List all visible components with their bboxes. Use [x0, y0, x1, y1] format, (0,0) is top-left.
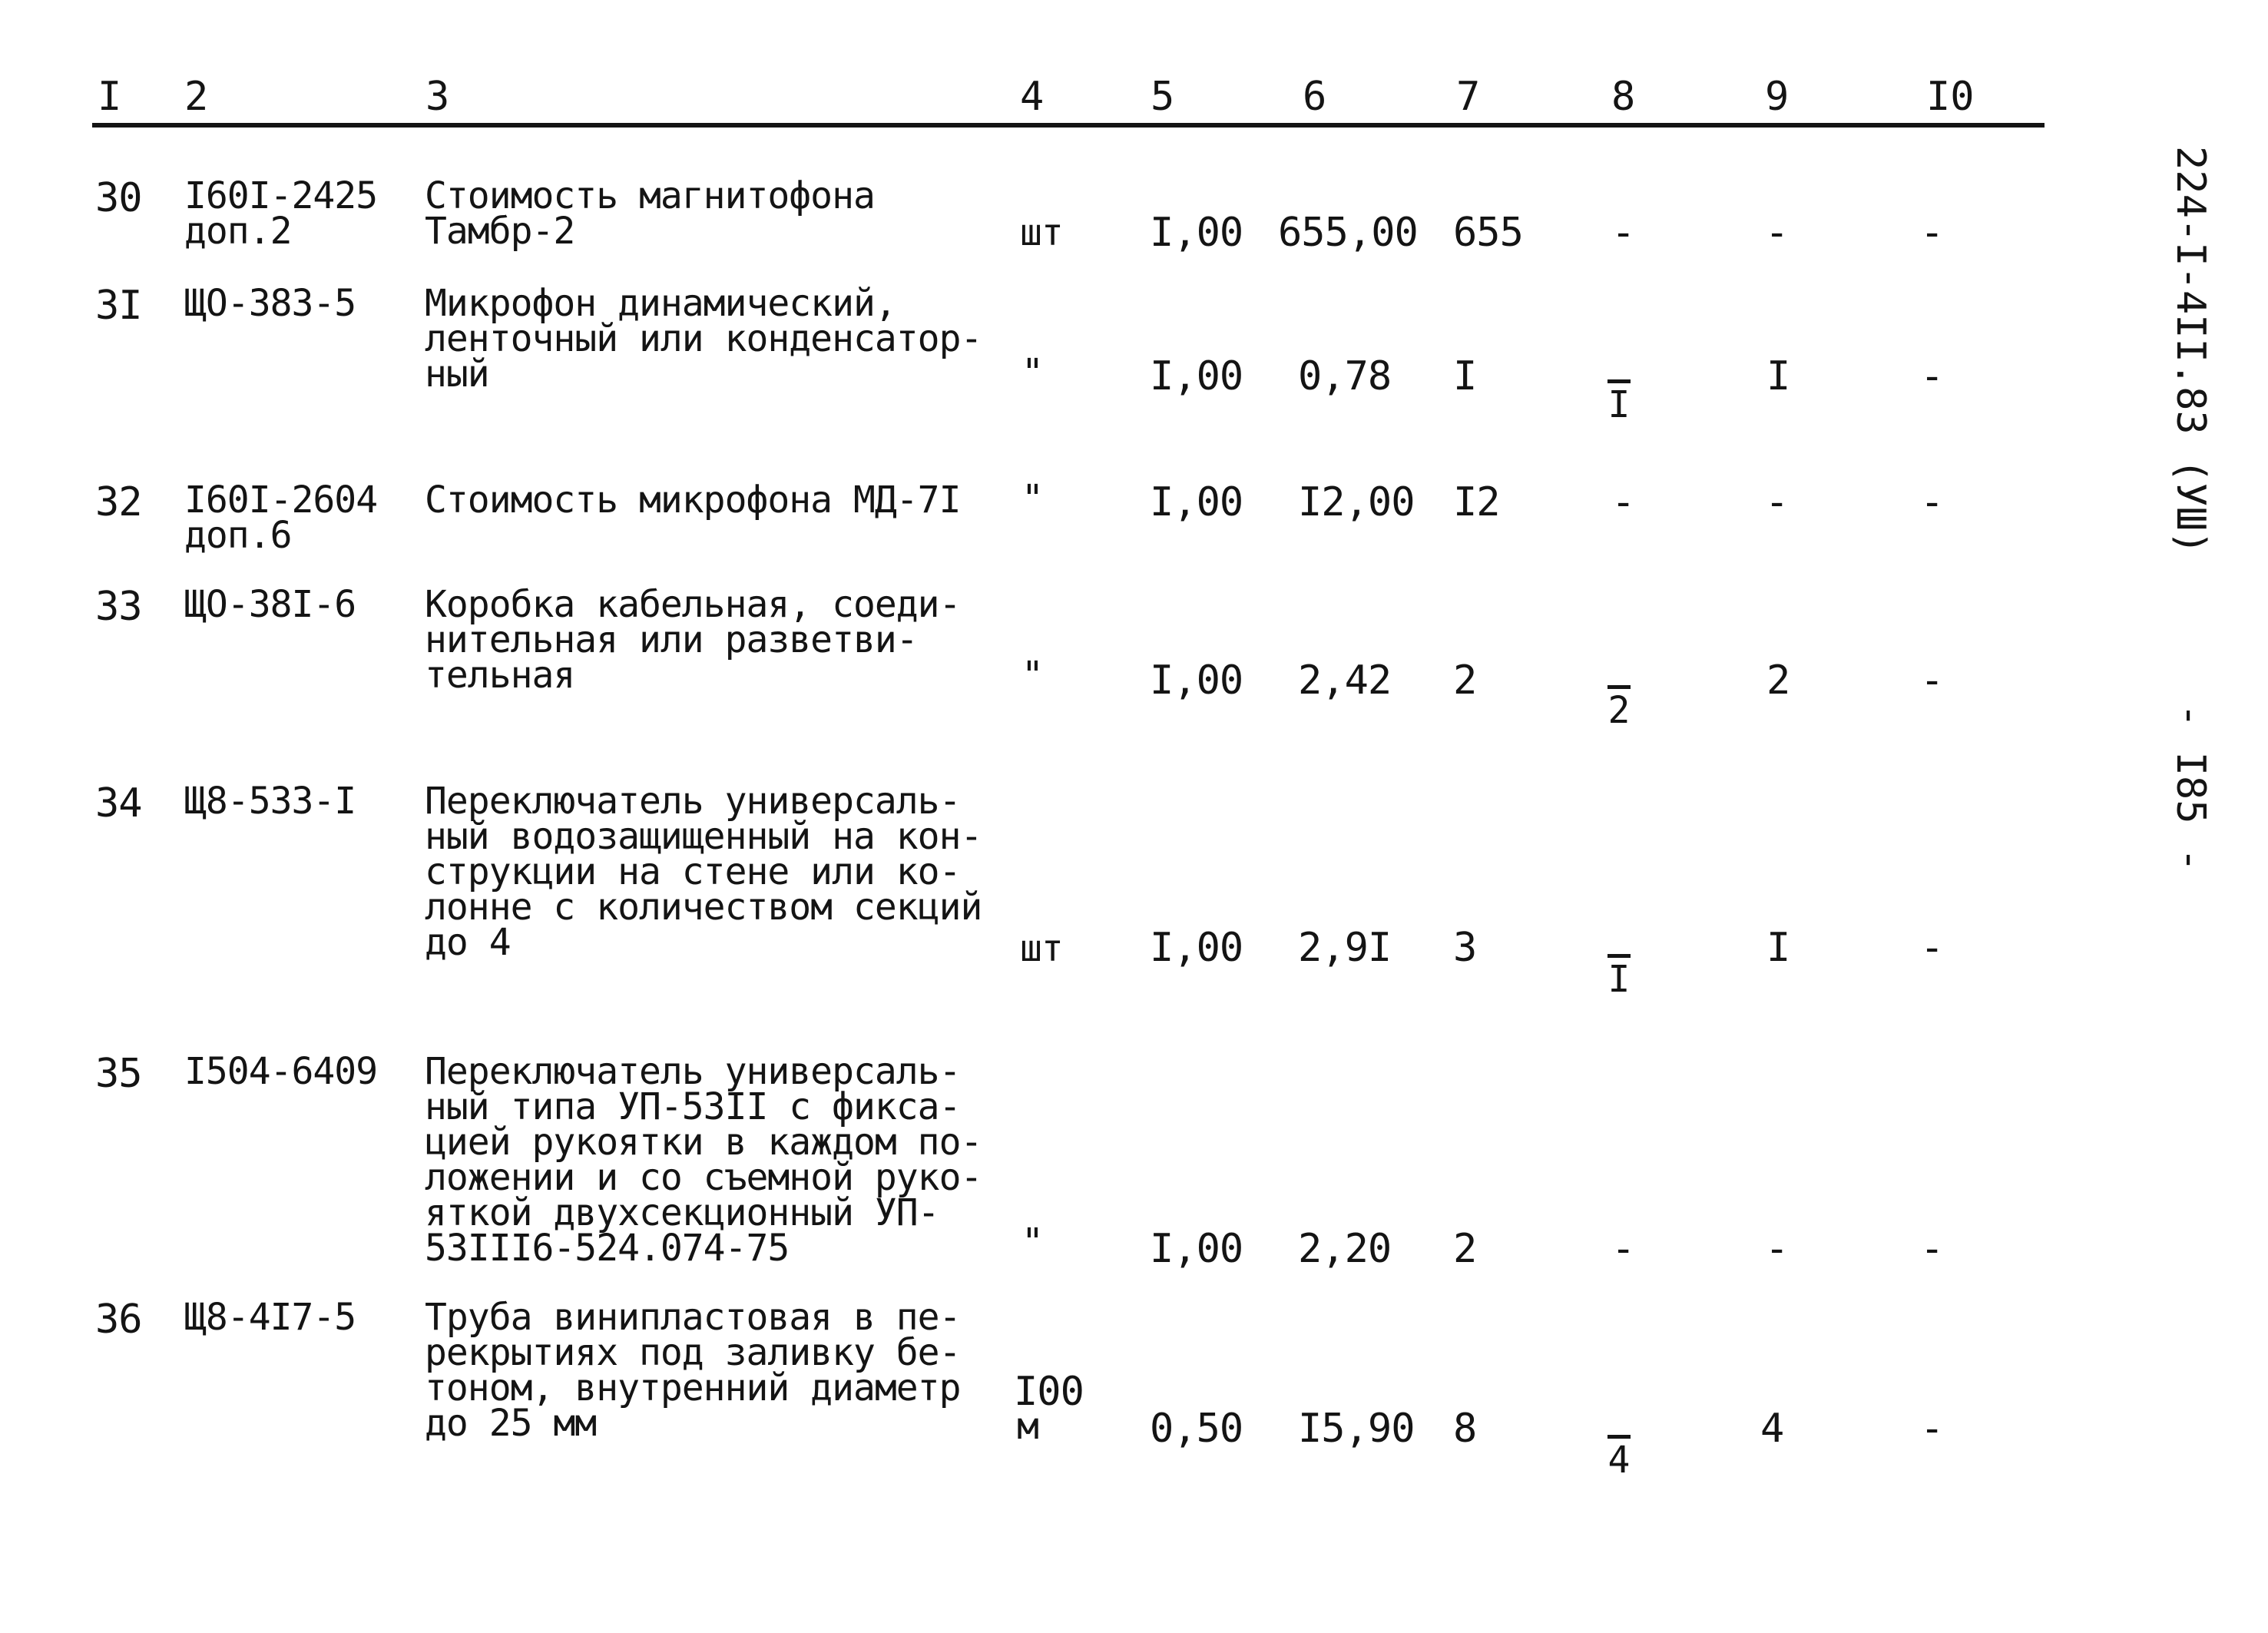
unit-price: 2,20	[1298, 1226, 1392, 1272]
norm-code: I60I-2425	[184, 174, 378, 217]
description-line: Стоимость магнитофона	[425, 174, 875, 217]
total: 2	[1453, 658, 1477, 704]
col-8-value: -	[1611, 1226, 1635, 1272]
col-header-10: I0	[1926, 74, 1975, 120]
description-line: 53III6-524.074-75	[425, 1227, 790, 1270]
norm-code-suffix: доп.6	[184, 514, 292, 557]
description-line: тельная	[425, 654, 575, 697]
unit-price: 655,00	[1278, 210, 1418, 256]
col-10-value: -	[1920, 353, 1944, 399]
col-10-value: -	[1920, 925, 1944, 971]
header-rule	[92, 123, 2045, 128]
col-header-7: 7	[1456, 74, 1481, 120]
quantity: I,00	[1150, 1226, 1243, 1272]
norm-code-suffix: доп.2	[184, 210, 292, 253]
description-line: ный типа УП-53II с фикса-	[425, 1085, 961, 1128]
quantity: I,00	[1150, 479, 1243, 525]
description-line: Стоимость микрофона МД-7I	[425, 479, 961, 522]
norm-code: I504-6409	[184, 1050, 378, 1093]
description-line: ленточный или конденсатор-	[425, 317, 982, 360]
row-number: 33	[95, 584, 142, 630]
total: I	[1453, 353, 1477, 399]
norm-code: ЩО-383-5	[184, 282, 356, 325]
unit-price: 0,78	[1298, 353, 1392, 399]
fraction-top	[1602, 367, 1636, 375]
unit-line-2: м	[1017, 1405, 1038, 1448]
col-header-9: 9	[1765, 74, 1790, 120]
fraction-value	[1602, 1423, 1636, 1482]
unit: "	[1021, 654, 1043, 697]
description-line: Коробка кабельная, соеди-	[425, 583, 961, 626]
col-header-8: 8	[1611, 74, 1636, 120]
description-line: Переключатель универсаль-	[425, 780, 961, 823]
description-line: струкции на стене или ко-	[425, 850, 961, 893]
col-10-value: -	[1920, 658, 1944, 704]
unit: I00	[1014, 1369, 1084, 1415]
fraction-top	[1602, 942, 1636, 949]
col-8-value: -	[1611, 479, 1635, 525]
total: 3	[1453, 925, 1477, 971]
unit: "	[1021, 1221, 1043, 1264]
row-number: 3I	[95, 283, 142, 329]
description-line: Микрофон динамический,	[425, 282, 896, 325]
quantity: I,00	[1150, 925, 1243, 971]
unit-price: 2,42	[1298, 658, 1392, 704]
col-9-value: 2	[1766, 658, 1790, 704]
description-line: нительная или разветви-	[425, 618, 918, 661]
col-10-value: -	[1920, 479, 1944, 525]
fraction-value	[1602, 367, 1636, 426]
fraction-value	[1602, 942, 1636, 1001]
col-9-value: -	[1765, 210, 1789, 256]
norm-code: ЩО-38I-6	[184, 583, 356, 626]
row-number: 36	[95, 1297, 142, 1343]
description-line: Переключатель универсаль-	[425, 1050, 961, 1093]
row-number: 35	[95, 1051, 142, 1097]
unit-price: 2,9I	[1298, 925, 1392, 971]
fraction-bottom: I	[1607, 383, 1631, 426]
description-line: цией рукоятки в каждом по-	[425, 1121, 982, 1164]
description-line: ложении и со съемной руко-	[425, 1156, 982, 1199]
fraction-bottom: 4	[1607, 1439, 1631, 1482]
unit: шт	[1020, 927, 1063, 970]
fraction-top	[1602, 673, 1636, 681]
norm-code: I60I-2604	[184, 479, 378, 522]
description-line: тоном, внутренний диаметр	[425, 1366, 961, 1409]
quantity: I,00	[1150, 353, 1243, 399]
page-number: - I85 -	[2167, 704, 2213, 873]
fraction-bottom: I	[1607, 958, 1631, 1001]
description-line: ный водозащищенный на кон-	[425, 815, 982, 858]
quantity: 0,50	[1150, 1406, 1243, 1452]
description-line: Труба винипластовая в пе-	[425, 1296, 961, 1339]
row-number: 34	[95, 780, 142, 826]
total: I2	[1453, 479, 1500, 525]
description-line: до 25 мм	[425, 1402, 597, 1445]
fraction-top	[1602, 1423, 1636, 1430]
col-header-4: 4	[1020, 74, 1045, 120]
fraction-value	[1602, 673, 1636, 732]
unit-price: I5,90	[1298, 1406, 1415, 1452]
col-10-value: -	[1920, 210, 1944, 256]
description-line: до 4	[425, 921, 511, 964]
norm-code: Щ8-533-I	[184, 780, 356, 823]
description-line: ный	[425, 353, 489, 396]
unit-price: I2,00	[1298, 479, 1415, 525]
col-header-2: 2	[184, 74, 209, 120]
norm-code: Щ8-4I7-5	[184, 1296, 356, 1339]
unit: шт	[1020, 211, 1063, 254]
total: 655	[1453, 210, 1523, 256]
quantity: I,00	[1150, 210, 1243, 256]
description-line: лонне с количеством секций	[425, 886, 982, 929]
col-9-value: -	[1765, 479, 1789, 525]
unit: "	[1021, 351, 1043, 394]
fraction-bottom: 2	[1607, 689, 1631, 732]
col-9-value: -	[1765, 1226, 1789, 1272]
col-header-1: I	[98, 74, 122, 120]
col-8-value: -	[1611, 210, 1635, 256]
col-9-value: 4	[1760, 1406, 1784, 1452]
row-number: 32	[95, 479, 142, 525]
col-10-value: -	[1920, 1406, 1944, 1452]
description-line: яткой двухсекционный УП-	[425, 1191, 939, 1234]
description-line: Тамбр-2	[425, 210, 575, 253]
col-10-value: -	[1920, 1226, 1944, 1272]
col-header-3: 3	[425, 74, 450, 120]
total: 2	[1453, 1226, 1477, 1272]
description-line: рекрытиях под заливку бе-	[425, 1331, 961, 1374]
quantity: I,00	[1150, 658, 1243, 704]
col-9-value: I	[1766, 353, 1790, 399]
row-number: 30	[95, 175, 142, 221]
col-header-5: 5	[1151, 74, 1175, 120]
unit: "	[1021, 477, 1043, 520]
total: 8	[1453, 1406, 1477, 1452]
col-header-6: 6	[1303, 74, 1327, 120]
document-code: 224-I-4II.83 (УШ)	[2167, 146, 2213, 555]
col-9-value: I	[1766, 925, 1790, 971]
